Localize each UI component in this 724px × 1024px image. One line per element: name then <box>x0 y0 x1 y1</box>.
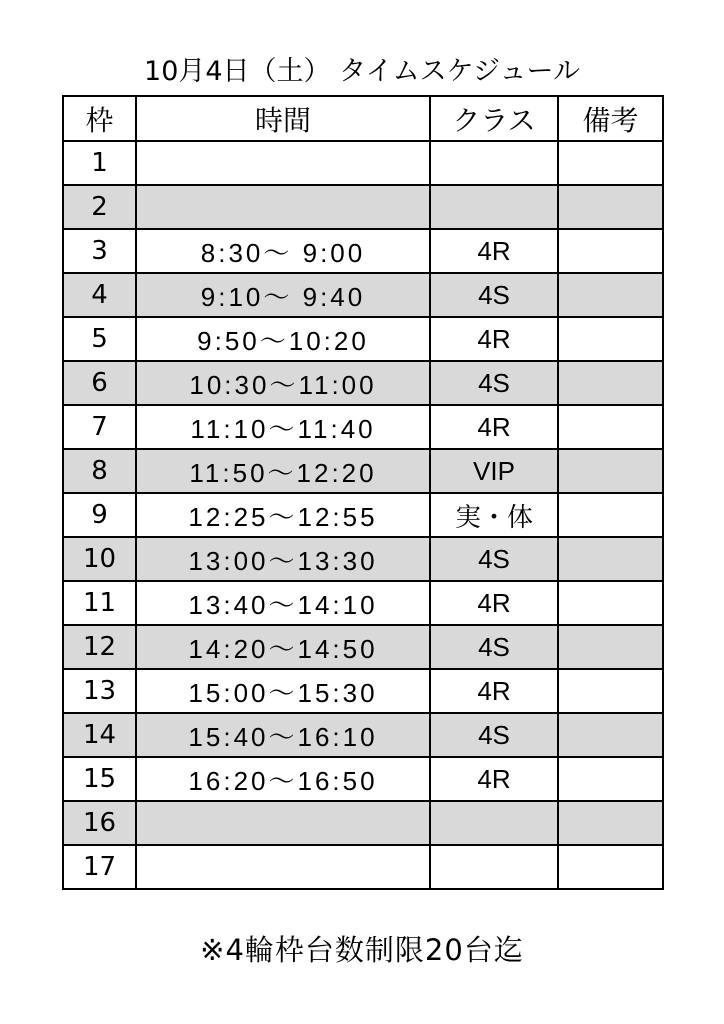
table-row <box>63 141 663 185</box>
time-cell: 13:00～13:30 <box>136 537 430 581</box>
time-cell: 11:10～11:40 <box>136 405 430 449</box>
time-cell: 14:20～14:50 <box>136 625 430 669</box>
notes-cell <box>558 273 663 317</box>
time-cell: 12:25～12:55 <box>136 493 430 537</box>
slot-cell: 3 <box>63 229 136 273</box>
notes-cell <box>558 317 663 361</box>
table-row <box>63 845 663 889</box>
notes-cell <box>558 493 663 537</box>
time-cell: 11:50～12:20 <box>136 449 430 493</box>
notes-cell <box>558 801 663 845</box>
schedule-table <box>62 95 664 890</box>
table-row <box>63 185 663 229</box>
table-row <box>63 449 663 493</box>
class-cell <box>430 141 558 185</box>
slot-cell: 2 <box>63 185 136 229</box>
table-row <box>63 273 663 317</box>
footnote: ※4輪枠台数制限20台迄 <box>200 933 524 967</box>
table-row <box>63 537 663 581</box>
slot-cell: 17 <box>63 845 136 889</box>
class-cell: 4R <box>430 229 558 273</box>
time-cell: 15:00～15:30 <box>136 669 430 713</box>
notes-cell <box>558 449 663 493</box>
slot-cell: 7 <box>63 405 136 449</box>
table-row <box>63 229 663 273</box>
slot-cell: 9 <box>63 493 136 537</box>
time-cell: 15:40～16:10 <box>136 713 430 757</box>
slot-cell: 6 <box>63 361 136 405</box>
class-cell <box>430 801 558 845</box>
time-cell <box>136 185 430 229</box>
table-row <box>63 405 663 449</box>
header-notes: 備考 <box>558 96 663 141</box>
time-cell: 8:30～ 9:00 <box>136 229 430 273</box>
class-cell: 4S <box>430 537 558 581</box>
notes-cell <box>558 845 663 889</box>
table-row <box>63 713 663 757</box>
time-cell <box>136 845 430 889</box>
notes-cell <box>558 757 663 801</box>
class-cell: 4R <box>430 405 558 449</box>
time-cell: 9:50～10:20 <box>136 317 430 361</box>
slot-cell: 14 <box>63 713 136 757</box>
table-row <box>63 757 663 801</box>
header-row <box>63 96 663 141</box>
class-cell: 4R <box>430 317 558 361</box>
class-cell: 4S <box>430 625 558 669</box>
slot-cell: 13 <box>63 669 136 713</box>
notes-cell <box>558 229 663 273</box>
slot-cell: 5 <box>63 317 136 361</box>
time-cell <box>136 141 430 185</box>
slot-cell: 15 <box>63 757 136 801</box>
table-row <box>63 625 663 669</box>
time-cell: 13:40～14:10 <box>136 581 430 625</box>
class-cell <box>430 185 558 229</box>
time-cell: 16:20～16:50 <box>136 757 430 801</box>
table-row <box>63 669 663 713</box>
notes-cell <box>558 537 663 581</box>
class-cell: VIP <box>430 449 558 493</box>
notes-cell <box>558 185 663 229</box>
time-cell: 10:30～11:00 <box>136 361 430 405</box>
notes-cell <box>558 361 663 405</box>
class-cell: 4R <box>430 669 558 713</box>
notes-cell <box>558 141 663 185</box>
class-cell: 4R <box>430 581 558 625</box>
slot-cell: 12 <box>63 625 136 669</box>
header-class: クラス <box>430 96 558 141</box>
class-cell: 4S <box>430 361 558 405</box>
notes-cell <box>558 669 663 713</box>
class-cell: 実・体 <box>430 493 558 537</box>
slot-cell: 16 <box>63 801 136 845</box>
time-cell: 9:10～ 9:40 <box>136 273 430 317</box>
slot-cell: 10 <box>63 537 136 581</box>
table-row <box>63 493 663 537</box>
time-cell <box>136 801 430 845</box>
table-row <box>63 801 663 845</box>
header-slot: 枠 <box>63 96 136 141</box>
table-row <box>63 581 663 625</box>
header-time: 時間 <box>136 96 430 141</box>
page-title: 10月4日（土） タイムスケジュール <box>144 56 580 87</box>
slot-cell: 8 <box>63 449 136 493</box>
notes-cell <box>558 581 663 625</box>
slot-cell: 11 <box>63 581 136 625</box>
class-cell: 4S <box>430 273 558 317</box>
table-row <box>63 317 663 361</box>
class-cell <box>430 845 558 889</box>
class-cell: 4R <box>430 757 558 801</box>
notes-cell <box>558 405 663 449</box>
notes-cell <box>558 713 663 757</box>
slot-cell: 1 <box>63 141 136 185</box>
notes-cell <box>558 625 663 669</box>
table-row <box>63 361 663 405</box>
class-cell: 4S <box>430 713 558 757</box>
slot-cell: 4 <box>63 273 136 317</box>
